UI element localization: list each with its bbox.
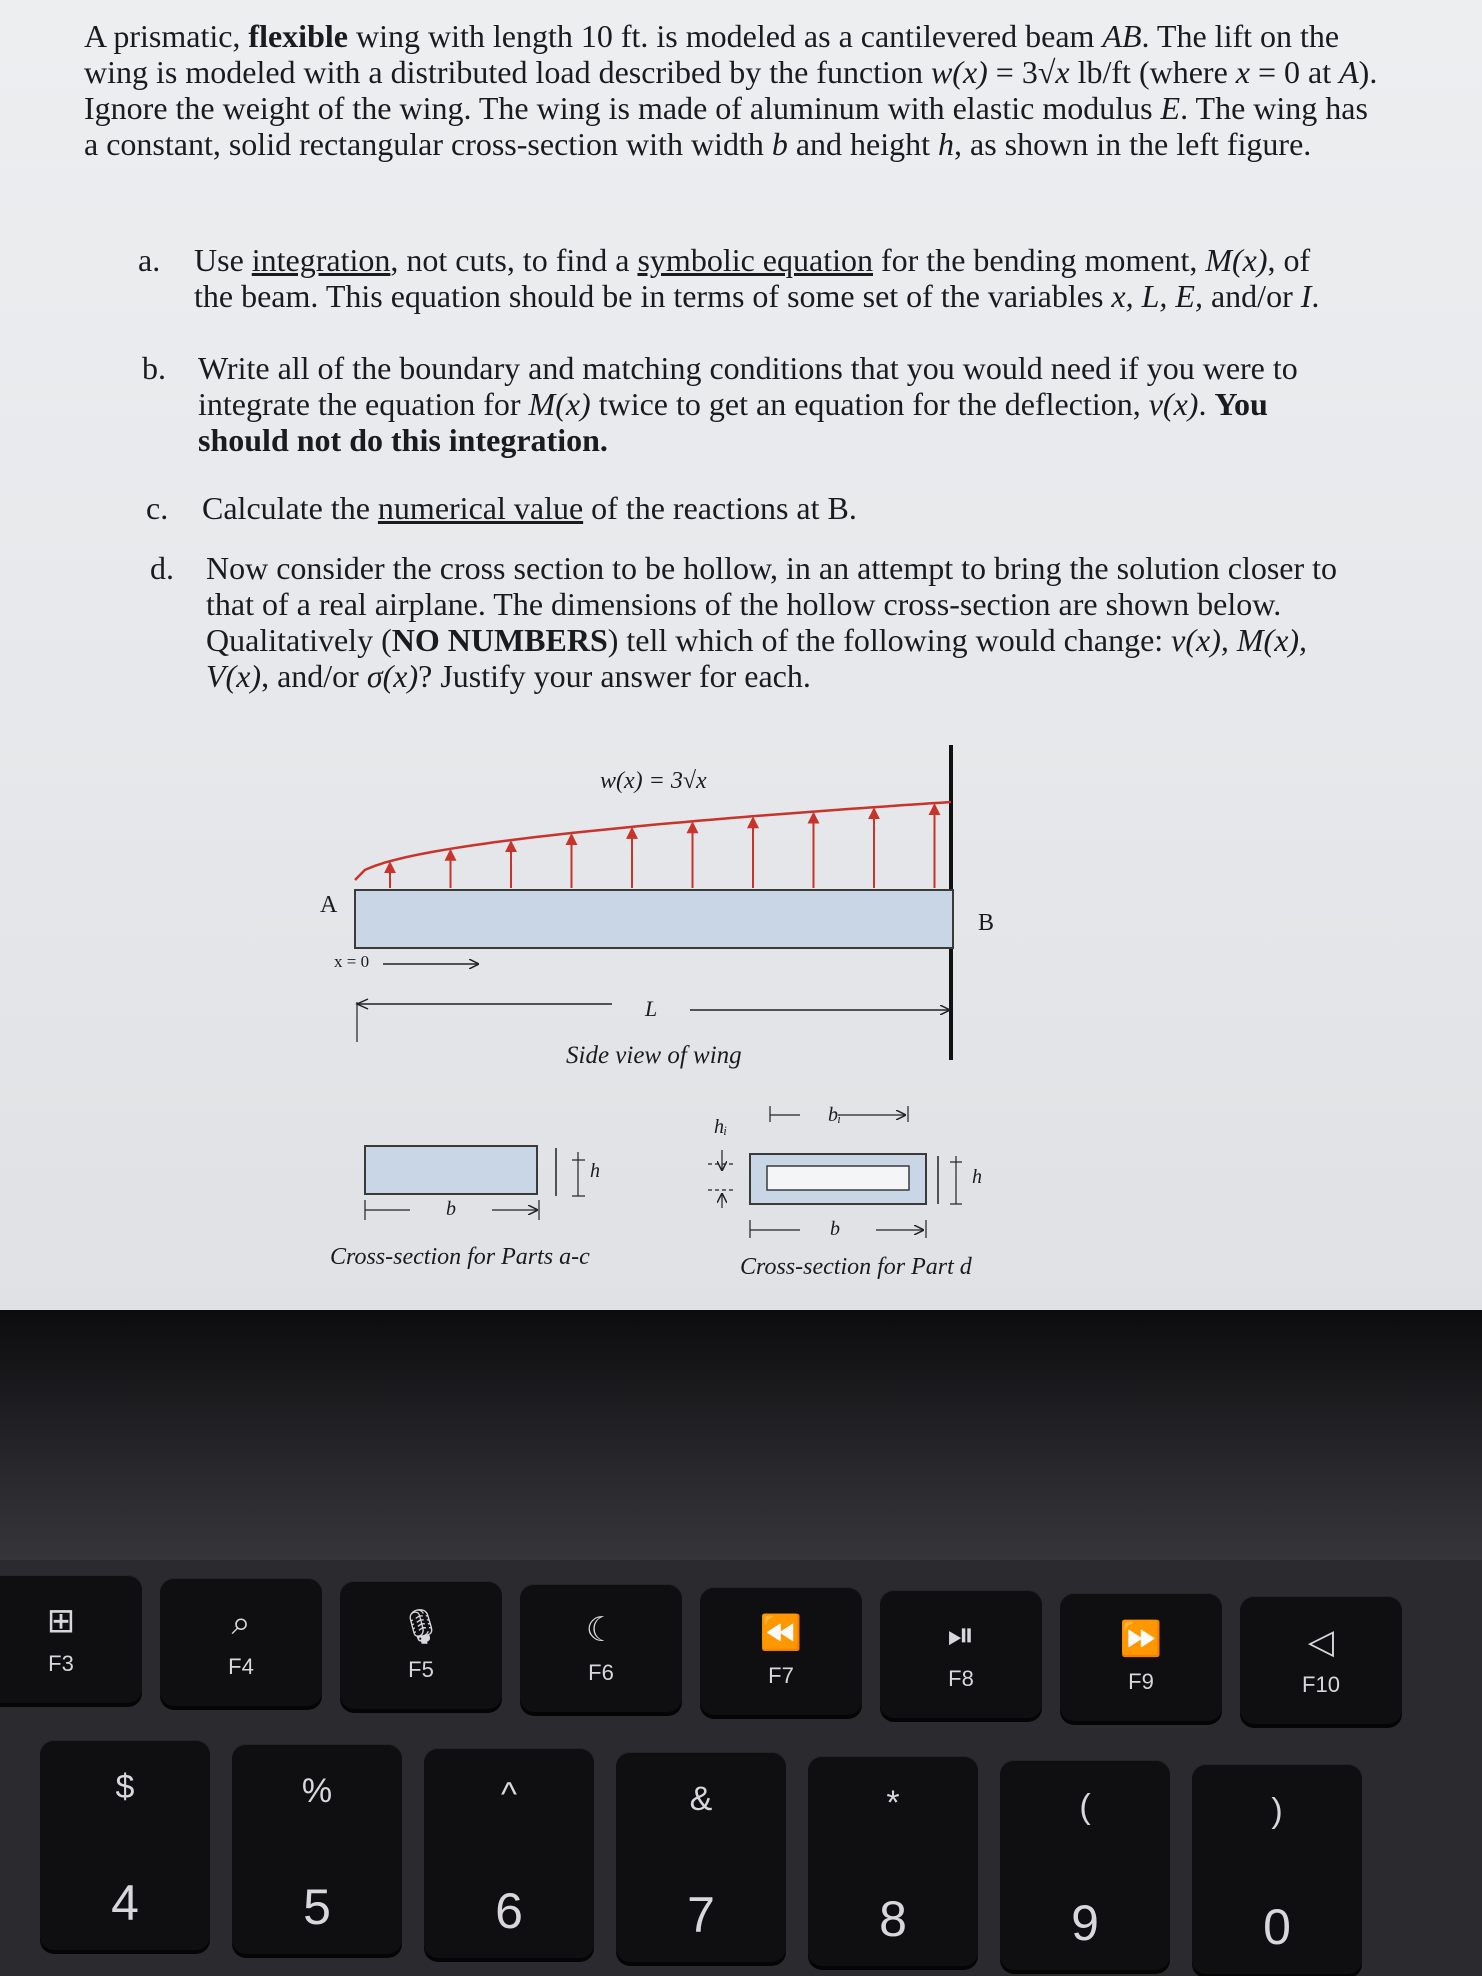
figure-drawing bbox=[0, 720, 1482, 1310]
text-run: for the bending moment, bbox=[872, 242, 1206, 278]
text-run: flexible bbox=[248, 18, 348, 54]
text-run: Write all of the boundary and matching conditions that you would need if you were to integrate the equation for bbox=[198, 350, 1298, 422]
key-digit: 9 bbox=[1071, 1895, 1099, 1951]
problem-statement bbox=[84, 18, 1384, 162]
text-run: = 3√ bbox=[987, 54, 1056, 90]
key-digit: 5 bbox=[303, 1879, 331, 1935]
key-shift-symbol: & bbox=[689, 1780, 713, 1818]
key-digit: 4 bbox=[111, 1875, 139, 1931]
key-label: F10 bbox=[1302, 1672, 1340, 1697]
text-run: . The lift on the wing is modeled with a distributed load described by the function bbox=[84, 18, 1340, 90]
text-run: . The wing has a constant, solid rectangular cross-section with width bbox=[84, 90, 1368, 162]
text-run: h bbox=[938, 126, 955, 162]
key-6[interactable] bbox=[424, 1748, 594, 1958]
text-run: integration bbox=[251, 242, 391, 278]
text-run: . bbox=[1198, 386, 1215, 422]
microphone-icon: 🎙 bbox=[399, 1608, 443, 1646]
text-run: and height bbox=[787, 126, 939, 162]
key-shift-symbol: ^ bbox=[501, 1776, 517, 1814]
part-d bbox=[150, 550, 1346, 694]
rewind-icon: ⏪ bbox=[759, 1614, 803, 1652]
point-b-label: B bbox=[978, 910, 995, 936]
solid-section-caption: Cross-section for Parts a-c bbox=[330, 1244, 590, 1270]
key-digit: 8 bbox=[879, 1891, 907, 1947]
text-run: ). Ignore the weight of the wing. The wing is made of aluminum with elastic modulus bbox=[84, 54, 1378, 126]
key-9[interactable] bbox=[1000, 1760, 1170, 1970]
text-run: w(x) bbox=[930, 54, 988, 90]
text-run: b bbox=[771, 126, 788, 162]
part-text bbox=[198, 350, 1338, 458]
key-8[interactable] bbox=[808, 1756, 978, 1966]
play-pause-icon: ⏯ bbox=[947, 1616, 975, 1654]
key-shift-symbol: ) bbox=[1271, 1792, 1283, 1830]
key-4[interactable] bbox=[40, 1740, 210, 1950]
text-run: Calculate the bbox=[202, 490, 378, 526]
length-label: L bbox=[645, 996, 658, 1021]
load-function-label: w(x) = 3√x bbox=[600, 768, 707, 794]
key-digit: 0 bbox=[1263, 1899, 1291, 1955]
key-label: F4 bbox=[228, 1654, 254, 1679]
part-label: b. bbox=[142, 350, 166, 386]
text-run: A prismatic, bbox=[84, 18, 249, 54]
text-run: E bbox=[1160, 90, 1181, 126]
solid-height-label: h bbox=[590, 1160, 600, 1182]
text-run: x bbox=[1235, 54, 1250, 90]
text-run: x bbox=[1055, 54, 1070, 90]
key-5[interactable] bbox=[232, 1744, 402, 1954]
part-label: d. bbox=[150, 550, 174, 586]
text-run: v(x) bbox=[1148, 386, 1199, 422]
text-run: x, L, E, bbox=[1111, 278, 1203, 314]
key-digit: 6 bbox=[495, 1883, 523, 1939]
key-0[interactable] bbox=[1192, 1764, 1362, 1974]
text-run: A bbox=[1339, 54, 1359, 90]
solid-cross-section bbox=[365, 1146, 537, 1194]
text-run: wing with length 10 ft. is modeled as a cantilevered beam bbox=[347, 18, 1103, 54]
part-a bbox=[138, 242, 1334, 314]
text-run: , as shown in the left figure. bbox=[954, 126, 1312, 162]
key-shift-symbol: $ bbox=[115, 1768, 135, 1806]
load-arrows bbox=[390, 809, 935, 888]
text-run: σ(x) bbox=[366, 658, 419, 694]
laptop-keyboard bbox=[0, 1560, 1482, 1976]
beam-ab bbox=[355, 890, 953, 948]
wing-figure bbox=[0, 720, 1482, 1310]
text-run: = 0 at bbox=[1249, 54, 1340, 90]
moon-icon: ☾ bbox=[585, 1611, 617, 1649]
key-digit: 7 bbox=[687, 1887, 715, 1943]
text-run: twice to get an equation for the deflection, bbox=[590, 386, 1149, 422]
fast-forward-icon: ⏩ bbox=[1119, 1620, 1163, 1658]
key-label: F6 bbox=[588, 1660, 614, 1685]
text-run: . bbox=[1311, 278, 1320, 314]
text-run: symbolic equation bbox=[637, 242, 873, 278]
key-shift-symbol: % bbox=[301, 1772, 333, 1810]
part-text bbox=[206, 550, 1346, 694]
key-label: F5 bbox=[408, 1657, 434, 1682]
text-run: of the reactions at B. bbox=[583, 490, 857, 526]
text-run: lb/ft (where bbox=[1069, 54, 1236, 90]
key-f6[interactable] bbox=[520, 1584, 682, 1712]
search-icon: ⌕ bbox=[231, 1604, 251, 1642]
point-a-label: A bbox=[320, 892, 338, 918]
key-label: F9 bbox=[1128, 1669, 1154, 1694]
text-run: , and/or bbox=[261, 658, 367, 694]
part-b bbox=[142, 350, 1338, 458]
text-run: v(x), M(x), V(x) bbox=[206, 622, 1308, 694]
key-label: F3 bbox=[48, 1651, 74, 1676]
key-7[interactable] bbox=[616, 1752, 786, 1962]
part-label: c. bbox=[146, 490, 169, 526]
x-origin-label: x = 0 bbox=[334, 952, 370, 971]
text-run: numerical value bbox=[377, 490, 584, 526]
key-f9[interactable] bbox=[1060, 1593, 1222, 1721]
hollow-height-label: h bbox=[972, 1166, 982, 1188]
laptop-bezel bbox=[0, 1310, 1482, 1590]
part-text bbox=[194, 242, 1334, 314]
mute-icon: ◁ bbox=[1307, 1623, 1335, 1661]
text-run: AB bbox=[1102, 18, 1142, 54]
hollow-inner-width-label: bᵢ bbox=[828, 1104, 842, 1126]
mission-control-icon: ⊞ bbox=[46, 1602, 76, 1640]
side-view-caption: Side view of wing bbox=[566, 1042, 742, 1069]
key-label: F7 bbox=[768, 1663, 794, 1688]
text-run: Use bbox=[194, 242, 252, 278]
key-label: F8 bbox=[948, 1666, 974, 1691]
hollow-width-label: b bbox=[830, 1218, 840, 1240]
key-f10[interactable] bbox=[1240, 1596, 1402, 1724]
text-run: and/or bbox=[1202, 278, 1301, 314]
key-f3[interactable] bbox=[0, 1575, 142, 1703]
key-shift-symbol: * bbox=[886, 1784, 900, 1822]
hollow-cavity bbox=[767, 1166, 909, 1190]
key-f4[interactable] bbox=[160, 1578, 322, 1706]
text-run: Now consider the cross section to be hollow, in an attempt to bring the solution closer to that of a real airplane. The dimensions of the hollow cross-section are shown below. Qualitatively ( bbox=[206, 550, 1338, 658]
part-text bbox=[202, 490, 1342, 526]
key-f5[interactable] bbox=[340, 1581, 502, 1709]
text-run: NO NUMBERS bbox=[391, 622, 608, 658]
key-f7[interactable] bbox=[700, 1587, 862, 1715]
text-run: , of the beam. This equation should be in terms of some set of the variables bbox=[194, 242, 1311, 314]
key-f8[interactable] bbox=[880, 1590, 1042, 1718]
text-run: You should not do this integration. bbox=[198, 386, 1268, 458]
load-curve bbox=[355, 802, 951, 880]
text-run: ) tell which of the following would change: bbox=[607, 622, 1172, 658]
text-run: M(x) bbox=[1205, 242, 1268, 278]
key-shift-symbol: ( bbox=[1079, 1788, 1091, 1826]
hollow-section-caption: Cross-section for Part d bbox=[740, 1254, 972, 1280]
hollow-inner-height-label: hᵢ bbox=[714, 1116, 728, 1138]
text-run: M(x) bbox=[528, 386, 591, 422]
text-run: ? Justify your answer for each. bbox=[418, 658, 811, 694]
solid-width-label: b bbox=[446, 1198, 456, 1220]
text-run: , not cuts, to find a bbox=[390, 242, 638, 278]
text-run: I bbox=[1300, 278, 1312, 314]
part-c bbox=[146, 490, 1342, 526]
part-label: a. bbox=[138, 242, 161, 278]
